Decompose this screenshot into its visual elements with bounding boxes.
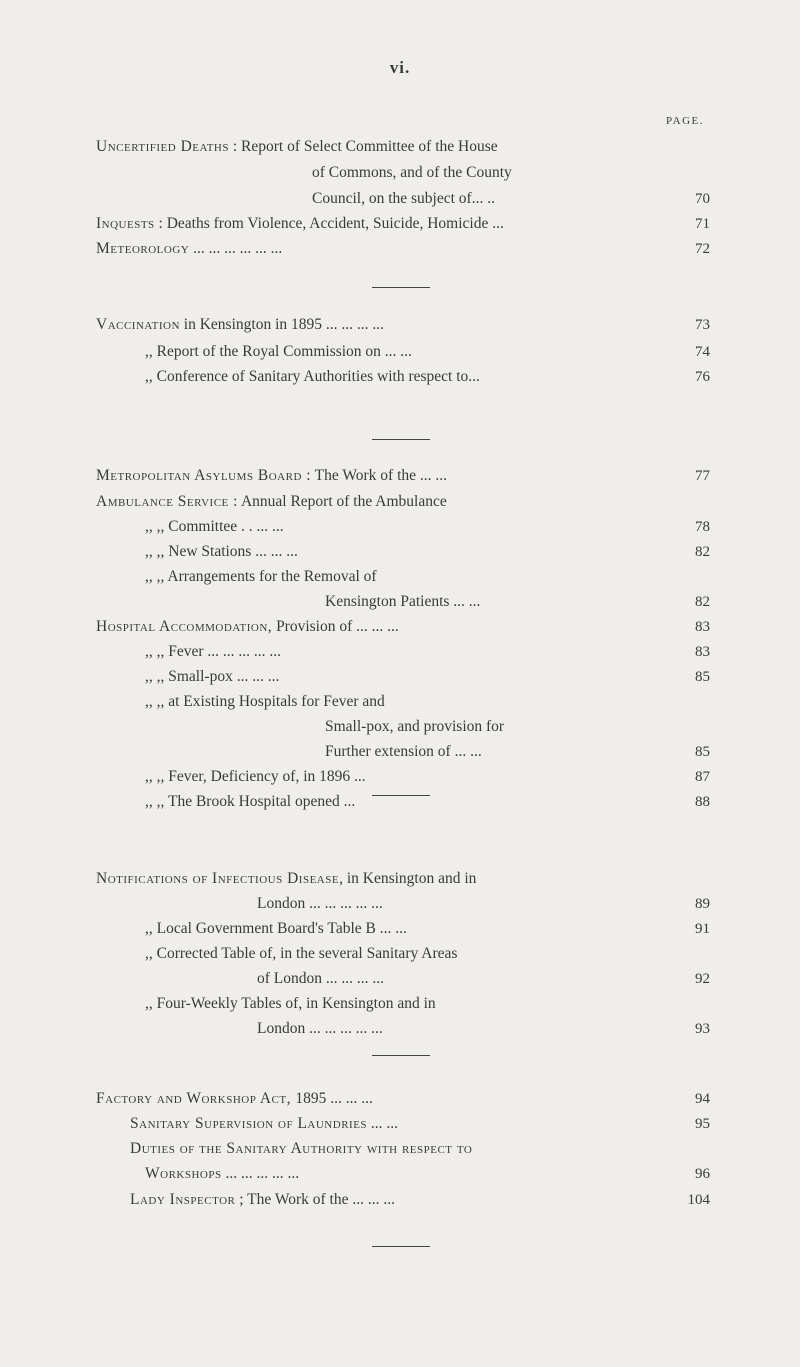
index-entry-line: Inquests : Deaths from Violence, Accident, Suicide, Homicide ... [96, 215, 504, 232]
index-entry-line: Factory and Workshop Act, 1895 ... ... ... [96, 1090, 373, 1107]
index-entry-line: ,, ,, The Brook Hospital opened ... [145, 793, 356, 810]
index-entry-line: ,, ,, at Existing Hospitals for Fever and [145, 693, 385, 710]
page-reference: 83 [695, 619, 710, 635]
page-reference: 82 [695, 594, 710, 610]
section-divider [372, 1246, 430, 1247]
page-reference: 91 [695, 921, 710, 937]
page-reference: 76 [695, 369, 710, 385]
index-entry-line: ,, Four-Weekly Tables of, in Kensington and in [145, 995, 436, 1012]
page-reference: 87 [695, 769, 710, 785]
section-divider [372, 439, 430, 440]
page-number: vi. [389, 58, 411, 77]
page-reference: 104 [687, 1192, 710, 1208]
index-entry-line: Notifications of Infectious Disease, in Kensington and in [96, 870, 477, 887]
index-entry-line: Hospital Accommodation, Provision of ... ... ... [96, 618, 399, 635]
page-reference: 85 [695, 744, 710, 760]
index-entry-line: Lady Inspector ; The Work of the ... ... ... [130, 1191, 395, 1208]
index-entry-line: ,, ,, Small-pox ... ... ... [145, 668, 280, 685]
index-entry-line: ,, ,, Committee . . ... ... [145, 518, 284, 535]
page-reference: 85 [695, 669, 710, 685]
index-entry-line: ,, ,, Fever ... ... ... ... ... [145, 643, 282, 660]
index-entry-line: Small-pox, and provision for [325, 718, 505, 735]
index-entry-line: of Commons, and of the County [312, 164, 512, 181]
section-divider [372, 1055, 430, 1056]
page-reference: 70 [695, 191, 710, 207]
page-reference: 77 [695, 468, 710, 484]
page-reference: 95 [695, 1116, 710, 1132]
index-entry-line: Metropolitan Asylums Board : The Work of the ... ... [96, 467, 448, 484]
page-reference: 96 [695, 1166, 710, 1182]
page-reference: 71 [695, 216, 710, 232]
index-entry-line: Uncertified Deaths : Report of Select Committee of the House [96, 138, 498, 155]
index-entry-line: Kensington Patients ... ... [325, 593, 481, 610]
page-reference: 72 [695, 241, 710, 257]
index-entry-line: Council, on the subject of... .. [312, 190, 495, 207]
index-entry-line: ,, Local Government Board's Table B ... ... [145, 920, 407, 937]
index-entry-line: of London ... ... ... ... [257, 970, 385, 987]
index-entry-line: ,, ,, New Stations ... ... ... [145, 543, 298, 560]
page-reference: 82 [695, 544, 710, 560]
index-entry-line: ,, ,, Fever, Deficiency of, in 1896 ... [145, 768, 366, 785]
index-entry-line: Vaccination in Kensington in 1895 ... ... ... ... [96, 316, 385, 333]
page-reference: 88 [695, 794, 710, 810]
index-entry-line: ,, Conference of Sanitary Authorities with respect to... [145, 368, 480, 385]
page-reference: 93 [695, 1021, 710, 1037]
section-divider [372, 795, 430, 796]
index-entry-line: ,, Corrected Table of, in the several Sanitary Areas [145, 945, 458, 962]
page-reference: 78 [695, 519, 710, 535]
page-reference: 73 [695, 317, 710, 333]
index-entry-line: ,, Report of the Royal Commission on ... ... [145, 343, 412, 360]
index-entry-line: London ... ... ... ... ... [257, 1020, 383, 1037]
page-reference: 83 [695, 644, 710, 660]
index-entry-line: London ... ... ... ... ... [257, 895, 383, 912]
index-entry-line: Duties of the Sanitary Authority with respect to [130, 1140, 473, 1157]
section-divider [372, 287, 430, 288]
index-entry-line: Workshops ... ... ... ... ... [145, 1165, 300, 1182]
page-reference: 94 [695, 1091, 710, 1107]
page-reference: 89 [695, 896, 710, 912]
index-entry-line: ,, ,, Arrangements for the Removal of [145, 568, 377, 585]
index-entry-line: Sanitary Supervision of Laundries ... ... [130, 1115, 399, 1132]
page-reference: 92 [695, 971, 710, 987]
index-entry-line: Further extension of ... ... [325, 743, 482, 760]
page-reference: 74 [695, 344, 710, 360]
page-column-heading: PAGE. [666, 115, 704, 127]
index-entry-line: Meteorology ... ... ... ... ... ... [96, 240, 283, 257]
index-entry-line: Ambulance Service : Annual Report of the Ambulance [96, 493, 447, 510]
